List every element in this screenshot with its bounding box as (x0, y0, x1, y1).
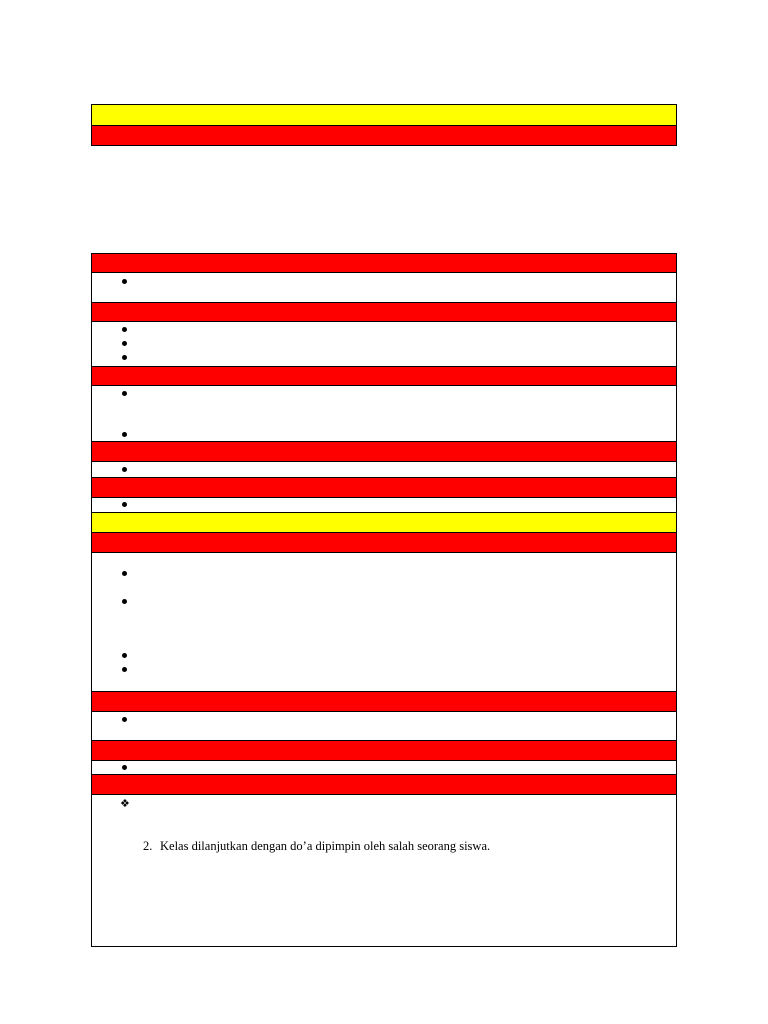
bullet-3-2 (122, 432, 127, 437)
section-header-7 (91, 691, 677, 712)
section-header-2 (91, 302, 677, 322)
bullet-7-1 (122, 717, 127, 722)
bullet-1-1 (122, 279, 127, 284)
closing-item-text: Kelas dilanjutkan dengan do’a dipimpin oleh salah seorang siswa. (160, 839, 491, 853)
bullet-3-1 (122, 391, 127, 396)
section-header-5 (91, 477, 677, 498)
section-header-9 (91, 774, 677, 795)
section-header-8 (91, 740, 677, 761)
activities-band-yellow (91, 512, 677, 533)
bullet-2-2 (122, 341, 127, 346)
bullet-6-3 (122, 653, 127, 658)
bullet-5-1 (122, 502, 127, 507)
bullet-6-1 (122, 571, 127, 576)
bullet-8-1 (122, 765, 127, 770)
section-header-6 (91, 532, 677, 553)
bullet-2-1 (122, 327, 127, 332)
diamond-bullet-icon: ❖ (120, 797, 130, 810)
closing-item-number: 2. (143, 839, 153, 853)
section-header-1 (91, 253, 677, 273)
bullet-4-1 (122, 467, 127, 472)
title-band-yellow (91, 104, 677, 126)
title-band-red (91, 125, 677, 146)
bullet-2-3 (122, 355, 127, 360)
bullet-6-4 (122, 667, 127, 672)
section-header-3 (91, 366, 677, 386)
bullet-6-2 (122, 599, 127, 604)
section-header-4 (91, 441, 677, 462)
